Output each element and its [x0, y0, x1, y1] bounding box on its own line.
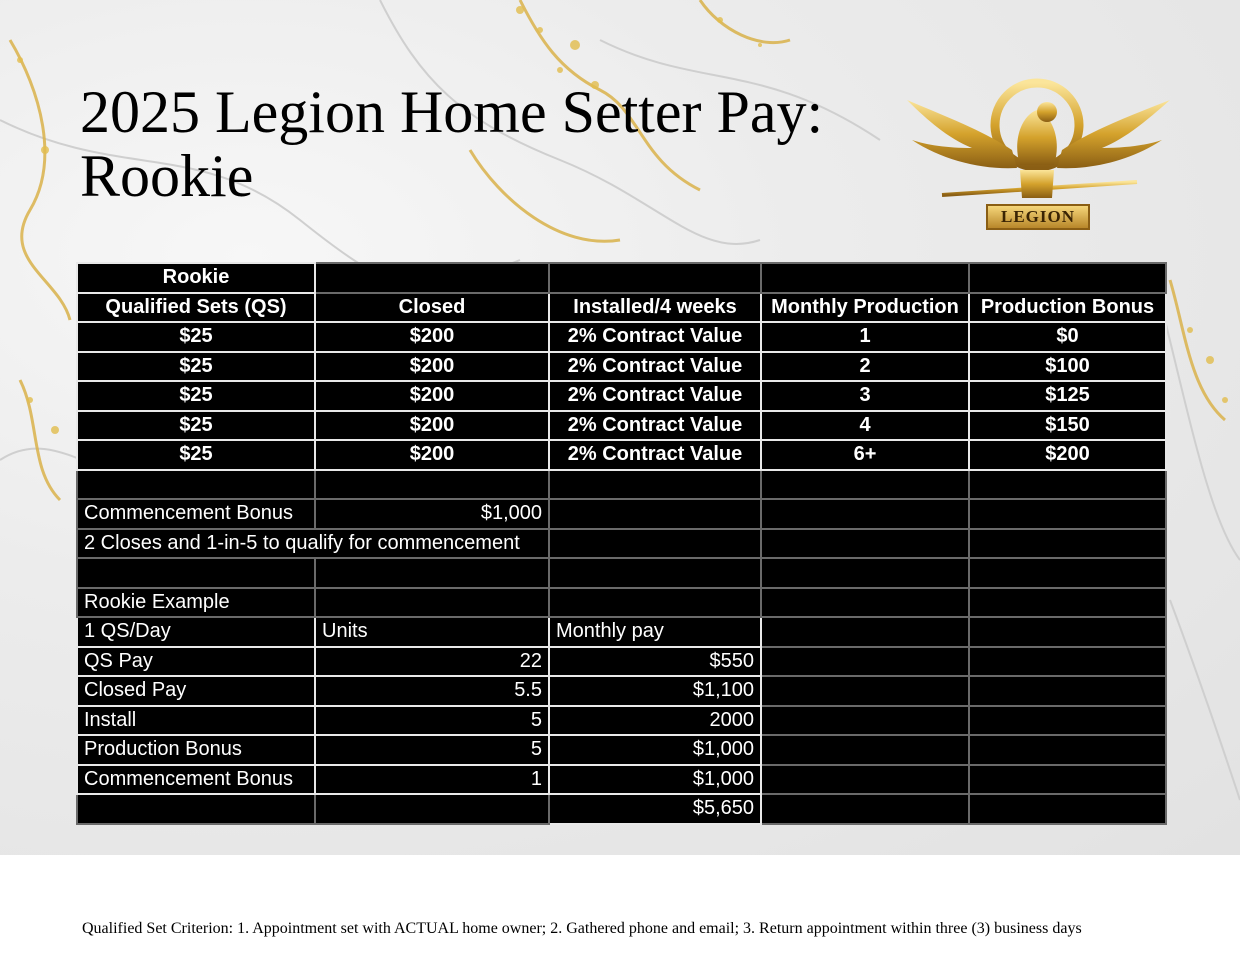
header-monthly-production: Monthly Production: [761, 293, 969, 323]
example-pay: $1,000: [549, 735, 761, 765]
commencement-note: 2 Closes and 1-in-5 to qualify for commencement: [77, 529, 549, 559]
example-units: 22: [315, 647, 549, 677]
header-closed: Closed: [315, 293, 549, 323]
cell-production-bonus: $125: [969, 381, 1166, 411]
cell-qs: $25: [77, 411, 315, 441]
spacer-row: [77, 558, 1166, 588]
commencement-note-row: [77, 529, 1166, 559]
header-qualified-sets: Qualified Sets (QS): [77, 293, 315, 323]
example-row: [77, 647, 1166, 677]
cell-production-bonus: $100: [969, 352, 1166, 382]
cell-qs: $25: [77, 381, 315, 411]
cell-qs: $25: [77, 352, 315, 382]
example-row: [77, 765, 1166, 795]
legion-logo-text: LEGION: [986, 204, 1090, 230]
cell-monthly-production: 1: [761, 322, 969, 352]
example-item: Commencement Bonus: [77, 765, 315, 795]
example-units: 5: [315, 706, 549, 736]
tier-row: [77, 263, 1166, 293]
example-pay: 2000: [549, 706, 761, 736]
example-total-row: [77, 794, 1166, 824]
example-item: Install: [77, 706, 315, 736]
cell-closed: $200: [315, 322, 549, 352]
commencement-value: $1,000: [315, 499, 549, 529]
spacer-row: [77, 470, 1166, 500]
example-pay: $1,100: [549, 676, 761, 706]
example-total: $5,650: [549, 794, 761, 824]
example-units: 5: [315, 735, 549, 765]
cell-installed: 2% Contract Value: [549, 352, 761, 382]
header-installed: Installed/4 weeks: [549, 293, 761, 323]
example-title-row: [77, 588, 1166, 618]
example-header-monthly-pay: Monthly pay: [549, 617, 761, 647]
cell-production-bonus: $150: [969, 411, 1166, 441]
tier-label: Rookie: [77, 263, 315, 293]
cell-closed: $200: [315, 440, 549, 470]
pay-table: [76, 262, 1167, 825]
commencement-row: [77, 499, 1166, 529]
example-units: 1: [315, 765, 549, 795]
example-item: Closed Pay: [77, 676, 315, 706]
cell-qs: $25: [77, 440, 315, 470]
rates-header-row: [77, 293, 1166, 323]
cell-installed: 2% Contract Value: [549, 440, 761, 470]
rates-row: [77, 411, 1166, 441]
example-title: Rookie Example: [77, 588, 315, 618]
example-pay: $1,000: [549, 765, 761, 795]
cell-monthly-production: 2: [761, 352, 969, 382]
example-row: [77, 706, 1166, 736]
rates-row: [77, 352, 1166, 382]
example-header-row: [77, 617, 1166, 647]
rates-row: [77, 440, 1166, 470]
cell-monthly-production: 4: [761, 411, 969, 441]
cell-installed: 2% Contract Value: [549, 411, 761, 441]
cell-production-bonus: $0: [969, 322, 1166, 352]
title-line-1: 2025 Legion Home Setter Pay:: [80, 79, 824, 145]
example-row: [77, 735, 1166, 765]
cell-qs: $25: [77, 322, 315, 352]
example-units: 5.5: [315, 676, 549, 706]
cell-installed: 2% Contract Value: [549, 322, 761, 352]
cell-production-bonus: $200: [969, 440, 1166, 470]
title-line-2: Rookie: [80, 143, 254, 209]
header-production-bonus: Production Bonus: [969, 293, 1166, 323]
example-item: QS Pay: [77, 647, 315, 677]
rates-row: [77, 381, 1166, 411]
example-pay: $550: [549, 647, 761, 677]
cell-closed: $200: [315, 381, 549, 411]
commencement-label: Commencement Bonus: [77, 499, 315, 529]
page-title: [80, 80, 880, 208]
example-item: Production Bonus: [77, 735, 315, 765]
example-header-rate: 1 QS/Day: [77, 617, 315, 647]
example-header-units: Units: [315, 617, 549, 647]
cell-monthly-production: 3: [761, 381, 969, 411]
cell-closed: $200: [315, 352, 549, 382]
cell-closed: $200: [315, 411, 549, 441]
example-row: [77, 676, 1166, 706]
cell-monthly-production: 6+: [761, 440, 969, 470]
cell-installed: 2% Contract Value: [549, 381, 761, 411]
qualified-set-criterion: Qualified Set Criterion: 1. Appointment set with ACTUAL home owner; 2. Gathered phone and email; 3. Return appointment within three (3) business days: [82, 920, 1082, 937]
rates-row: [77, 322, 1166, 352]
